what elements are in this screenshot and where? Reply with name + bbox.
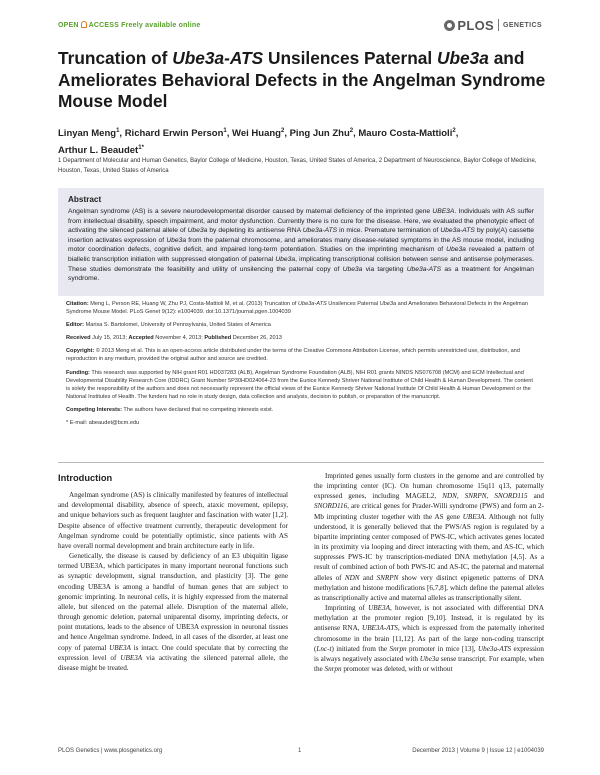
section-divider (58, 462, 544, 463)
received-label: Received (66, 335, 91, 342)
gene-name: UBE3A (368, 604, 390, 613)
title-gene: Ube3a-ATS (172, 48, 264, 68)
abstract-gene: Ube3a-ATS (302, 227, 338, 235)
abstract-gene: Ube3a (187, 227, 208, 235)
affil-text: Department of Neuroscience, Baylor College of Medicine, Houston, Texas, United States of America (58, 158, 537, 174)
paragraph-text: promoter was deleted, with or without (341, 664, 453, 673)
gene-name: SNRPN (376, 573, 399, 582)
section-heading: Introduction (58, 473, 113, 483)
open-lock-icon (81, 21, 87, 28)
paragraph-text: show very distinct epigenetic patterns of DNA methylation and histone modifications [6,7,8], which define the paternal alleles as transcriptionally active and maternal alleles as transcriptionally silent. (314, 573, 544, 602)
editor (66, 321, 536, 329)
title-gene: Ube3a (437, 48, 489, 68)
dates (66, 334, 536, 342)
body-column-left (58, 473, 288, 673)
paragraph-text: and (527, 492, 544, 501)
abstract-gene: UBE3A (432, 208, 455, 215)
citation (66, 300, 536, 316)
abstract-run: by poly(A) cassette insertion activates expression of (68, 227, 535, 244)
journal-name: GENETICS (503, 21, 542, 29)
logo-divider (498, 19, 499, 31)
funding-label: Funding: (66, 369, 90, 376)
accepted-date: November 4, 2013; (153, 335, 205, 342)
author-name: Mauro Costa-Mattioli (358, 128, 453, 140)
paragraph-text: promoter in mice [13], (406, 644, 478, 653)
plos-wordmark (444, 18, 494, 33)
abstract-text (68, 207, 534, 284)
published-label: Published (204, 335, 232, 342)
journal-header (58, 17, 542, 37)
footer-issue: December 2013 | Volume 9 | Issue 12 | e1004039 (412, 748, 544, 754)
paragraph (58, 551, 288, 673)
paragraph-text: is intact. One could speculate that by correcting the expression level of (58, 643, 288, 662)
paragraph-text: Angelman syndrome (AS) is clinically manifested by features of intellectual and developmental disability, absence of speech, ataxic movement, epilepsy, and unique behaviors such as frequent laughter and fascination with water [1,2]. Despite absence of effective treatment currently, therapeutic development for Angelman syndrome could be potentially optimistic, since patients with AS have overall normal development and brain architecture early in life. (58, 491, 288, 550)
paragraph-text: , which is expressed from the paternally inherited chromosome in the brain [11,12]. As part of the large non-coding transcript ( (314, 624, 545, 653)
copyright-label: Copyright: (66, 348, 95, 355)
author-list: Linyan Meng$^1$, Richard Erwin Person$^1$, Wei Huang$^2$, Ping Jun Zhu$^2$, Mauro Costa-Mattioli$^2$, Arthur L. Beaudet$^{1*}$ (58, 128, 459, 157)
citation-label: Citation: (66, 301, 89, 307)
gene-name: Snrpn (389, 644, 407, 653)
corresponding-email[interactable]: * E-mail: abeaudet@bcm.edu (66, 420, 140, 427)
paragraph-text: and (359, 573, 377, 582)
abstract-heading: Abstract (68, 195, 102, 204)
author-name: Richard Erwin Person (124, 128, 224, 140)
citation-text: Meng L, Person RE, Huang W, Zhu PJ, Costa-Mattioli M, et al. (2013) Truncation of (88, 301, 298, 307)
gene-name: SNORD116 (314, 502, 348, 511)
paragraph-text: Imprinted genes usually form clusters in the genome and are controlled by the imprinting center (IC). On human chromosome 15q11 q13, paternally expressed genes, including MAGEL2, (314, 472, 544, 501)
editor-label: Editor: (66, 322, 85, 329)
affil-number: 1 (58, 158, 62, 164)
paragraph-text: ) initiated from the (331, 644, 390, 653)
abstract-gene: Ube3a-ATS (440, 227, 475, 235)
title-part: Truncation of (58, 48, 173, 68)
paragraph (314, 603, 544, 674)
paragraph (314, 471, 544, 603)
paragraph-text: , are critical genes for Prader-Willi syndrome (PWS) and form an 2-Mb imprinting cluster together with the AS gene (314, 502, 544, 521)
gene-name: NDN, SNRPN, SNORD115 (442, 492, 528, 501)
affil-text: Department of Molecular and Human Genetics, Baylor College of Medicine, Houston, Texas, United States of America, (61, 158, 379, 164)
competing-label: Competing Interests: (66, 406, 122, 413)
plos-logo (444, 17, 542, 33)
author-name: Wei Huang (232, 128, 281, 140)
page-footer (58, 748, 544, 758)
author-affil-mark: 1 (223, 128, 227, 134)
footer-journal: PLOS Genetics | www.plosgenetics.org (58, 748, 163, 754)
affiliations (58, 157, 546, 176)
abstract-run: Angelman syndrome (AS) is a severe neurodevelopmental disorder caused by maternal deficiency of the imprinted gene (68, 208, 433, 215)
article-title (58, 48, 548, 113)
page-number: 1 (298, 748, 302, 754)
paragraph-text: Imprinting of (325, 604, 369, 613)
gene-name: UBE3A (462, 512, 485, 521)
abstract-run: by depleting its antisense RNA (207, 227, 303, 235)
gene-name: UBE3A (120, 653, 143, 662)
abstract-run: via targeting (362, 265, 407, 273)
paragraph (58, 490, 288, 551)
gene-name: Ube3a-ATS (477, 644, 512, 653)
funding (66, 369, 536, 401)
citation-gene: Ube3a-ATS (297, 301, 327, 307)
gene-name: Ube3a (419, 654, 439, 663)
plos-wordmark-text: PLOS (457, 17, 495, 33)
paragraph-text: , however, is not associated with differential DNA methylation at the promoter region [9,10]. Instead, it is regulated by its antisense RNA, (314, 604, 544, 633)
abstract-gene: Ube3a-ATS (406, 265, 442, 273)
abstract-run: . Individuals with AS suffer from intellectual disability, speech impairment, and motor dysfunction. Currently there is no cure for the disease. Here, we evaluated the phenotypic effect of activating the silenced paternal allele of (68, 208, 534, 235)
copyright (66, 347, 536, 363)
gene-name: NDN (344, 573, 360, 582)
plos-circle-icon (444, 20, 455, 31)
paragraph-text: via activating the silenced paternal allele, the disease might be treated. (58, 653, 288, 672)
paragraph-text: sense transcript. For example, when the (314, 654, 544, 673)
paragraph-text: expression is always negatively associated with (314, 644, 545, 663)
title-part: Unsilences Paternal (263, 48, 438, 68)
paragraph-text: . Although not fully understood, it is generally believed that the PWS/AS region is regulated by a bipartite imprinting center composed of PWS-IC, which activates genes located in its proximity via looping and direct interacting with them, and AS-IC, which suppresses PWS-IC by transcription-mediated DNA methylation [4,5]. As a result of combined action of both PWS-IC and AS-IC, the paternal and maternal alleles of (314, 512, 544, 582)
received-date: July 15, 2013; (90, 335, 129, 342)
title-part: and Ameliorates Behavioral Defects in the Angelman Syndrome Mouse Model (58, 48, 546, 111)
competing-text: The authors have declared that no competing interests exist. (121, 406, 274, 413)
body-column-right (314, 471, 544, 674)
editor-text: Marisa S. Bartolomei, University of Pennsylvania, United States of America (84, 322, 271, 329)
author-affil-mark: 2 (280, 128, 285, 134)
abstract-run: in mice. Premature termination of (337, 227, 441, 235)
affil-number: 2 (378, 158, 383, 164)
abstract-gene: Ube3a (446, 246, 466, 254)
citation-text: Unsilences Paternal (326, 301, 380, 307)
author-affil-mark: 1 (116, 128, 120, 134)
abstract-gene: Ube3a (275, 255, 296, 263)
gene-name: Lnc-t (316, 644, 332, 653)
gene-name: UBE3A-ATS (362, 624, 398, 633)
author-name: Arthur L. Beaudet (58, 145, 139, 157)
author-affil-mark: 2 (452, 128, 456, 134)
accepted-label: Accepted (128, 335, 154, 342)
competing-interests (66, 406, 536, 414)
abstract-run: as a treatment for Angelman syndrome. (68, 265, 534, 283)
open-access-label: OPEN (58, 22, 79, 29)
open-access-note: ACCESS Freely available online (88, 22, 201, 29)
gene-name: UBE3A (109, 643, 131, 652)
gene-name: Snrpn (324, 664, 342, 673)
open-access-banner (58, 21, 200, 29)
abstract-gene: Ube3a (166, 236, 187, 244)
paragraph-text: Genetically, the disease is caused by deficiency of an E3 ubiquitin ligase termed UBE3A, which participates in many important neuronal functions such as synaptic development, signal transduction, and plasticity [3]. The gene encoding UBE3A is among a handful of human genes that are subject to genomic imprinting. In neuronal cells, it is highly expressed from the maternal allele, but silenced on the paternal allele. Disruption of the maternal allele, through genomic deletion, paternal uniparental disomy, imprinting defects, or point mutations, leads to the absence of UBE3A expression in neuronal tissues and hence Angelman syndrome. Indeed, in all cases of the disorder, at least one copy of paternal (58, 552, 288, 652)
article-metadata (66, 300, 536, 432)
copyright-text: © 2013 Meng et al. This is an open-access article distributed under the terms of the Creative Commons Attribution License, which permits unrestricted use, distribution, and reproduction in any medium, provided the original author and source are credited. (66, 348, 520, 363)
published-date: December 26, 2013 (231, 335, 282, 342)
abstract-run: , implicating transcriptional collision between sense and antisense polymerases. These studies demonstrate the feasibility and utility of unsilencing the paternal copy of (68, 255, 534, 273)
funding-text: This research was supported by NIH grant R01 HD037283 (ALB), Angelman Syndrome Foundation (ALB), NIH R01 grants NINDS NS076708 (MCM) and ECM Intellectual and Developmental Disability Research Core (IDDRC) Grant Number 5P30HD024064-23 from the Eunice Kennedy Shriver National Institute of Child Health & Human Development. The content is solely the responsibility of the authors and does not necessarily represent the official views of the Eunice Kennedy Shriver National Institute Of Child Health & Human Development or the National Institutes of Health. The funders had no role in study design, data collection and analysis, decision to publish, or preparation of the manuscript. (66, 369, 533, 400)
citation-text: and Ameliorates Behavioral Defects in the Angelman Syndrome Mouse Model. PLoS Genet 9(12): e1004039. doi:10.1371/journal.pgen.1004039 (66, 301, 528, 316)
author-name: Ping Jun Zhu (289, 128, 350, 140)
abstract-box (58, 188, 544, 296)
abstract-run: revealed a pattern of biallelic transcription initiation with suppressed elongation of paternal (68, 246, 534, 263)
author-affil-mark: 1* (138, 145, 144, 152)
citation-gene: Ube3a (379, 301, 397, 307)
author-name: Linyan Meng (58, 128, 117, 140)
abstract-gene: Ube3a (342, 265, 363, 273)
author-affil-mark: 2 (349, 128, 354, 134)
abstract-run: from the paternal chromosome, and ameliorates many disease-related symptoms in the AS mouse model, including motor coordination defects, cognitive deficit, and impaired long-term potentiation. Studies on the imprinting mechanism of (68, 236, 534, 254)
